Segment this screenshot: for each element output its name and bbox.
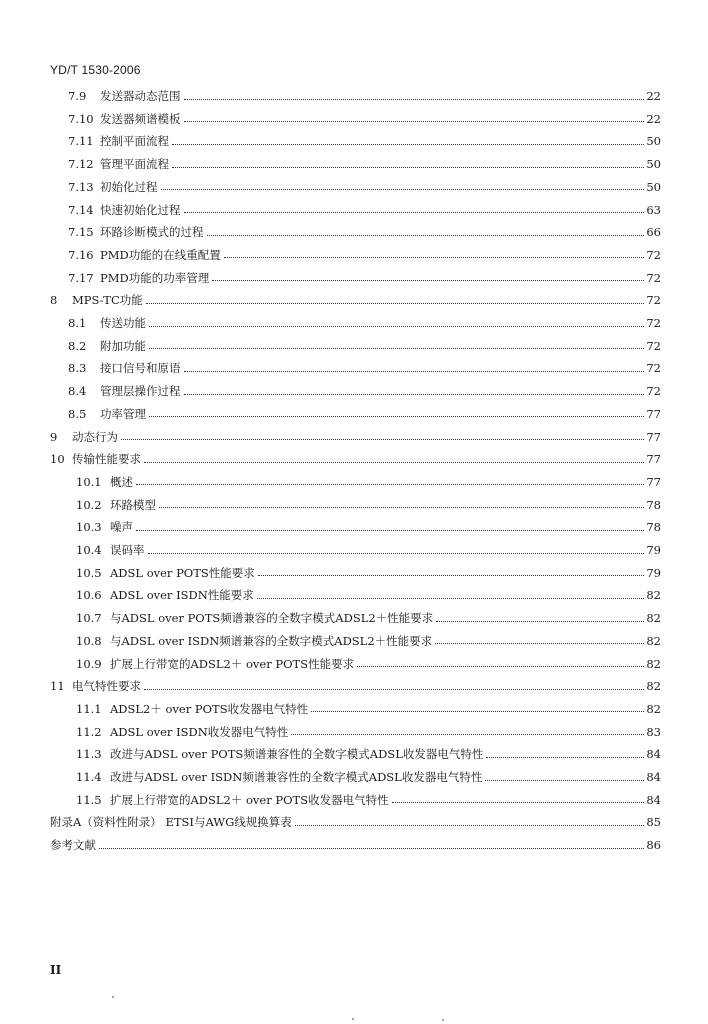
toc-entry-number: 10.7 — [76, 611, 102, 626]
toc-dot-leader — [149, 348, 644, 349]
toc-entry[interactable] — [50, 427, 661, 447]
toc-entry[interactable] — [68, 313, 661, 333]
toc-entry-title: 管理平面流程 — [100, 157, 169, 172]
toc-dot-leader — [121, 439, 644, 440]
toc-entry-title: 控制平面流程 — [100, 134, 169, 149]
toc-entry-number: 7.14 — [68, 202, 94, 217]
toc-entry-number: 7.10 — [68, 111, 94, 126]
toc-dot-leader — [172, 144, 644, 145]
toc-dot-leader — [149, 326, 644, 327]
toc-entry-title: 与ADSL over ISDN频谱兼容的全数字模式ADSL2＋性能要求 — [110, 633, 433, 648]
toc-entry-title: MPS-TC功能 — [72, 293, 143, 308]
toc-entry-title: 扩展上行带宽的ADSL2＋ over POTS性能要求 — [110, 656, 355, 671]
toc-dot-leader — [295, 825, 645, 826]
toc-entry-number: 10.8 — [76, 633, 102, 648]
toc-dot-leader — [436, 621, 644, 622]
page-number: II — [50, 963, 62, 977]
toc-entry-page: 85 — [646, 815, 661, 830]
toc-dot-leader — [212, 280, 644, 281]
toc-entry-title: ADSL over ISDN收发器电气特性 — [110, 724, 289, 739]
toc-entry-page: 84 — [646, 792, 661, 807]
toc-entry-number: 7.17 — [68, 270, 94, 285]
toc-entry[interactable] — [68, 109, 661, 129]
toc-entry-page: 77 — [646, 474, 661, 489]
toc-dot-leader — [485, 780, 644, 781]
toc-entry-page: 50 — [646, 157, 661, 172]
toc-entry-page: 79 — [646, 543, 661, 557]
toc-entry-title: 附加功能 — [100, 338, 146, 353]
toc-entry[interactable] — [50, 449, 661, 469]
toc-entry-title: 动态行为 — [72, 429, 118, 444]
toc-entry-number: 11.1 — [76, 701, 102, 716]
toc-entry-title: 初始化过程 — [100, 179, 158, 194]
toc-entry[interactable] — [76, 472, 661, 492]
toc-entry-title: 改进与ADSL over POTS频谱兼容性的全数字模式ADSL收发器电气特性 — [110, 747, 484, 762]
toc-entry-page: 86 — [646, 838, 661, 853]
toc-entry-page: 83 — [646, 724, 661, 739]
toc-entry-page: 72 — [646, 270, 661, 285]
toc-entry[interactable] — [76, 608, 661, 628]
toc-dot-leader — [207, 235, 645, 236]
toc-entry-page: 72 — [646, 384, 661, 399]
toc-entry-title: 附录A（资料性附录） ETSI与AWG线规换算表 — [50, 815, 292, 830]
toc-entry[interactable] — [76, 495, 661, 515]
toc-dot-leader — [224, 257, 645, 258]
toc-dot-leader — [258, 575, 645, 576]
toc-entry-page: 77 — [646, 406, 661, 421]
toc-entry-title: 环路模型 — [110, 497, 156, 512]
toc-entry-title: ADSL over ISDN性能要求 — [110, 588, 254, 603]
toc-entry-page: 72 — [646, 316, 661, 330]
toc-entry[interactable] — [76, 563, 661, 583]
toc-dot-leader — [99, 848, 644, 849]
toc-entry-title: 改进与ADSL over ISDN频谱兼容性的全数字模式ADSL收发器电气特性 — [110, 770, 483, 784]
toc-dot-leader — [311, 711, 644, 712]
toc-dot-leader — [184, 121, 645, 122]
toc-entry[interactable] — [50, 676, 661, 696]
toc-entry-page: 50 — [646, 179, 661, 194]
toc-entry-title: 功率管理 — [100, 406, 146, 421]
toc-entry[interactable] — [76, 790, 661, 810]
toc-entry[interactable] — [50, 812, 661, 832]
toc-entry-title: 接口信号和原语 — [100, 361, 181, 376]
toc-entry-number: 10.6 — [76, 588, 102, 603]
toc-entry-number: 11.3 — [76, 747, 102, 762]
toc-dot-leader — [149, 416, 644, 417]
toc-entry[interactable] — [68, 177, 661, 197]
toc-entry-number: 9 — [50, 429, 58, 444]
toc-dot-leader — [357, 666, 644, 667]
toc-entry-page: 66 — [646, 225, 661, 240]
toc-entry-number: 8.1 — [68, 316, 87, 330]
toc-entry[interactable] — [68, 245, 661, 265]
toc-entry-page: 82 — [646, 611, 661, 626]
toc-entry-title: 误码率 — [110, 543, 145, 557]
toc-entry-title: 快速初始化过程 — [100, 202, 181, 217]
toc-dot-leader — [184, 371, 645, 372]
toc-dot-leader — [392, 802, 645, 803]
toc-entry-title: 概述 — [110, 474, 133, 489]
toc-entry-page: 79 — [646, 565, 661, 580]
toc-entry[interactable] — [68, 381, 661, 401]
toc-dot-leader — [136, 530, 644, 531]
toc-entry[interactable] — [76, 631, 661, 651]
toc-entry-number: 10.9 — [76, 656, 102, 671]
toc-entry-page: 82 — [646, 679, 661, 694]
toc-dot-leader — [148, 553, 645, 554]
toc-entry[interactable] — [68, 200, 661, 220]
scan-speck — [442, 1019, 444, 1021]
toc-entry-title: 发送器频谱模板 — [100, 111, 181, 126]
toc-entry[interactable] — [76, 767, 661, 787]
toc-entry-title: 噪声 — [110, 520, 133, 535]
toc-dot-leader — [184, 212, 645, 213]
toc-entry-page: 72 — [646, 338, 661, 353]
toc-dot-leader — [291, 734, 644, 735]
toc-entry-number: 10.2 — [76, 497, 102, 512]
toc-entry-title: 电气特性要求 — [72, 679, 141, 694]
toc-entry[interactable] — [68, 404, 661, 424]
toc-entry-title: 管理层操作过程 — [100, 384, 181, 399]
toc-entry-page: 84 — [646, 747, 661, 762]
toc-entry-number: 11.5 — [76, 792, 102, 807]
toc-entry-number: 8 — [50, 293, 58, 308]
toc-entry-number: 8.5 — [68, 406, 87, 421]
toc-entry[interactable] — [68, 268, 661, 288]
toc-entry-number: 7.12 — [68, 157, 94, 172]
document-id-header: YD/T 1530-2006 — [50, 63, 141, 77]
toc-entry-number: 11 — [50, 679, 65, 694]
toc-entry-page: 22 — [646, 89, 661, 103]
toc-entry-number: 10.5 — [76, 565, 102, 580]
toc-entry[interactable] — [76, 585, 661, 605]
toc-entry-title: 扩展上行带宽的ADSL2＋ over POTS收发器电气特性 — [110, 792, 389, 807]
toc-entry-number: 7.15 — [68, 225, 94, 240]
toc-dot-leader — [184, 394, 645, 395]
toc-entry-number: 7.16 — [68, 247, 94, 262]
toc-entry-page: 82 — [646, 701, 661, 716]
toc-entry-title: ADSL over POTS性能要求 — [110, 565, 255, 580]
toc-entry-title: 发送器动态范围 — [100, 89, 181, 103]
toc-dot-leader — [257, 598, 645, 599]
toc-entry[interactable] — [68, 154, 661, 174]
toc-entry-title: 传送功能 — [100, 316, 146, 330]
toc-entry[interactable] — [68, 336, 661, 356]
toc-dot-leader — [172, 167, 644, 168]
toc-dot-leader — [144, 689, 644, 690]
toc-entry-page: 22 — [646, 111, 661, 126]
toc-entry-number: 7.11 — [68, 134, 94, 149]
toc-dot-leader — [159, 507, 644, 508]
toc-entry-number: 10.3 — [76, 520, 102, 535]
toc-entry-page: 78 — [646, 497, 661, 512]
toc-entry-number: 10.4 — [76, 543, 102, 557]
toc-entry-number: 8.3 — [68, 361, 87, 376]
toc-entry-page: 84 — [646, 770, 661, 784]
toc-entry-number: 7.9 — [68, 89, 87, 103]
toc-entry-page: 78 — [646, 520, 661, 535]
toc-entry[interactable] — [76, 540, 661, 560]
toc-entry-title: 传输性能要求 — [72, 452, 141, 467]
toc-entry-title: 环路诊断模式的过程 — [100, 225, 204, 240]
toc-entry-number: 11.4 — [76, 770, 102, 784]
toc-entry[interactable] — [76, 699, 661, 719]
toc-entry-page: 77 — [646, 429, 661, 444]
toc-entry-number: 11.2 — [76, 724, 102, 739]
toc-entry[interactable] — [68, 131, 661, 151]
toc-entry[interactable] — [50, 290, 661, 310]
toc-entry-page: 82 — [646, 588, 661, 603]
toc-entry-title: 参考文献 — [50, 838, 96, 853]
toc-dot-leader — [136, 484, 644, 485]
toc-entry-number: 8.2 — [68, 338, 87, 353]
toc-entry[interactable] — [68, 86, 661, 106]
toc-entry[interactable] — [76, 654, 661, 674]
toc-entry[interactable] — [50, 835, 661, 855]
toc-entry[interactable] — [68, 222, 661, 242]
scan-speck — [352, 1018, 354, 1020]
toc-entry-number: 8.4 — [68, 384, 87, 399]
toc-dot-leader — [161, 189, 645, 190]
toc-entry-title: PMD功能的功率管理 — [100, 270, 210, 285]
toc-dot-leader — [146, 303, 645, 304]
toc-entry-number: 7.13 — [68, 179, 94, 194]
toc-entry-page: 72 — [646, 247, 661, 262]
toc-entry-page: 63 — [646, 202, 661, 217]
toc-entry-number: 10.1 — [76, 474, 102, 489]
toc-entry-page: 72 — [646, 361, 661, 376]
toc-dot-leader — [486, 757, 644, 758]
toc-dot-leader — [184, 99, 645, 100]
toc-entry[interactable] — [68, 358, 661, 378]
toc-entry[interactable] — [76, 722, 661, 742]
toc-entry-page: 82 — [646, 633, 661, 648]
toc-entry-number: 10 — [50, 452, 65, 467]
toc-entry-title: PMD功能的在线重配置 — [100, 247, 221, 262]
toc-dot-leader — [144, 462, 644, 463]
toc-entry-title: 与ADSL over POTS频谱兼容的全数字模式ADSL2＋性能要求 — [110, 611, 434, 626]
toc-entry-title: ADSL2＋ over POTS收发器电气特性 — [110, 701, 309, 716]
toc-entry-page: 82 — [646, 656, 661, 671]
toc-entry[interactable] — [76, 517, 661, 537]
scan-speck — [112, 996, 114, 998]
toc-entry-page: 50 — [646, 134, 661, 149]
toc-entry[interactable] — [76, 744, 661, 764]
toc-dot-leader — [435, 643, 644, 644]
toc-entry-page: 77 — [646, 452, 661, 467]
toc-entry-page: 72 — [646, 293, 661, 308]
